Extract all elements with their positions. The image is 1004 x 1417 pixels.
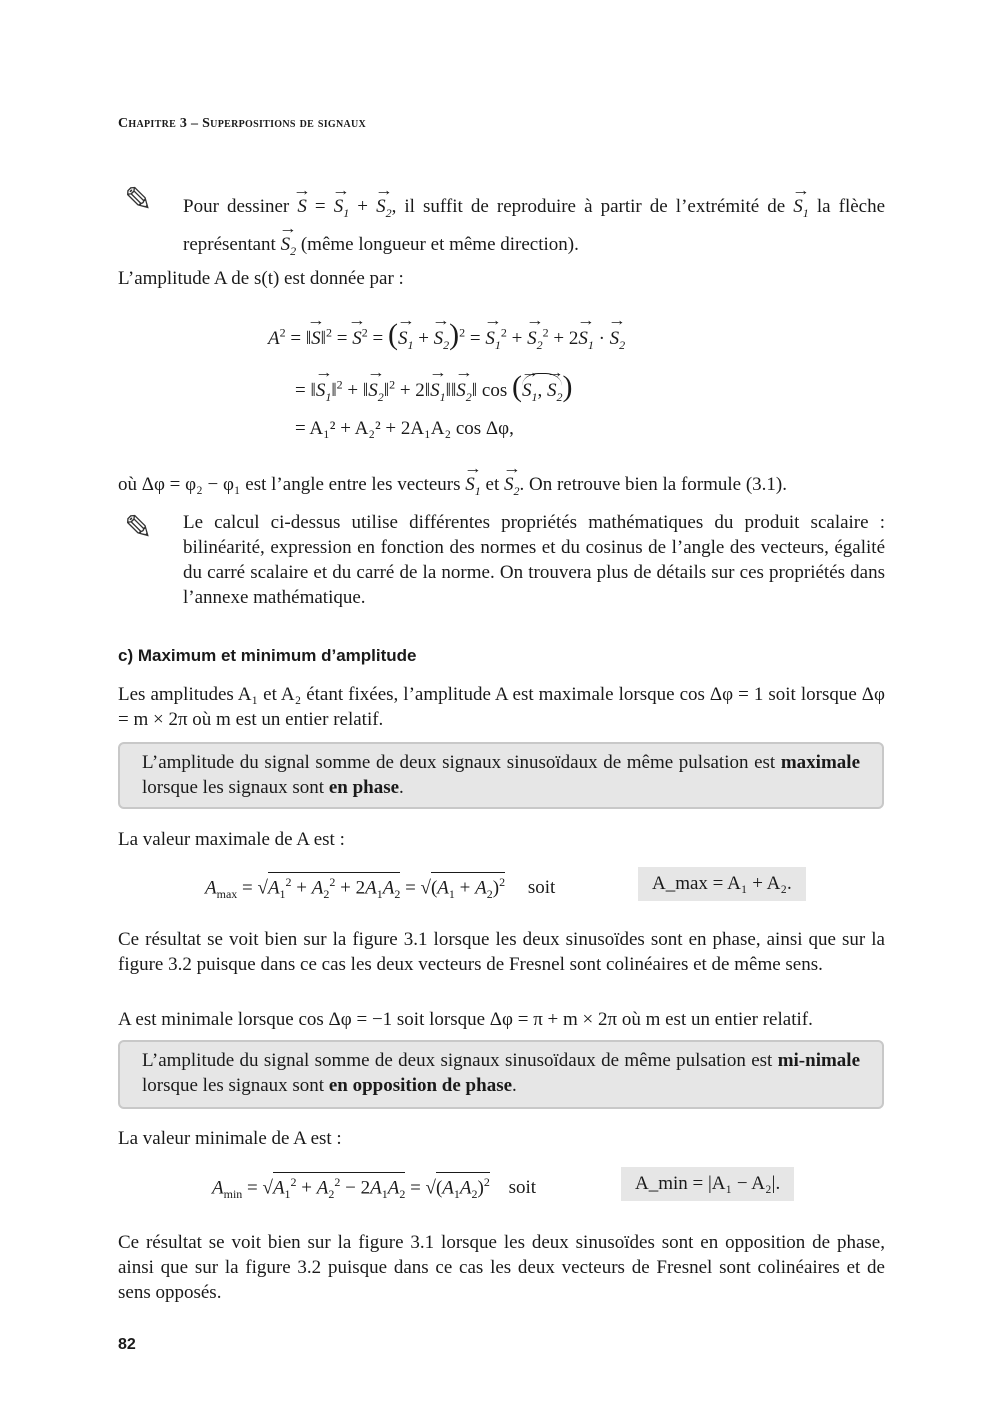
chapter-title: Superpositions de signaux	[202, 116, 367, 131]
running-header	[118, 116, 366, 132]
min-condition: A est minimale lorsque cos Δφ = −1 soit lorsque Δφ = π + m × 2π où m est un entier relatif.	[118, 1009, 813, 1030]
note-scalar-product: Le calcul ci-dessus utilise différentes propriétés mathématiques du produit scalaire : bilinéarité, expression en fonction des normes et du cosinus de l’angle des vecteurs, égalité du carré scalaire et du carré de la norme. On trouvera plus de détails sur ces propriétés dans l’annexe mathématique.	[183, 512, 885, 608]
max-formula: $A_{max} = √A_1^2 + A_2^2 + 2A_1A_2 = √(A_1 + A_2)^2$ soit	[205, 872, 555, 902]
angle-sentence: où Δφ = φ₂ − φ₁ est l’angle entre les vecteurs → $S_1$ et → $S_2$. On retrouve bien la formule (3.1).	[118, 466, 888, 504]
equation-line-1: $A^2$ = ‖→ S‖$^2$ = → $S^2$ = (→ $S_1$ + → $S_2)^2$ = → $S_1^2$ + → $S_2^2 + 2\to S_1$ · → $S_2$	[268, 318, 625, 353]
chapter-label: Chapitre 3 –	[118, 116, 199, 131]
pencil-icon: ✎	[124, 180, 153, 220]
max-condition: Les amplitudes A₁ et A₂ étant fixées, l’amplitude A est maximale lorsque cos Δφ = 1 soit lorsque Δφ = m × 2π où m est un entier relatif.	[118, 684, 885, 730]
page-number: 82	[118, 1336, 136, 1353]
max-comment: Ce résultat se voit bien sur la figure 3.1 lorsque les deux sinusoïdes sont en phase, ainsi que sur la figure 3.2 puisque dans ce cas les deux vecteurs de Fresnel sont colinéaires et de même sens.	[118, 929, 885, 975]
pencil-icon: ✎	[124, 508, 153, 548]
max-result: A_max = A₁ + A₂.	[638, 867, 806, 901]
min-formula: $A_{min} = √A_1^2 + A_2^2 - 2A_1A_2 = √(A_1A_2)^2$ soit	[212, 1172, 536, 1202]
subsection-title: c) Maximum et minimum d’amplitude	[118, 646, 417, 665]
max-value-intro: La valeur maximale de A est :	[118, 829, 345, 850]
amplitude-intro: L’amplitude A de s(t) est donnée par :	[118, 268, 404, 289]
min-comment: Ce résultat se voit bien sur la figure 3.1 lorsque les deux sinusoïdes sont en opposition de phase, ainsi que sur la figure 3.2 puisque dans ce cas les deux vecteurs de Fresnel sont colinéaires et de sens opposés.	[118, 1232, 885, 1303]
key-result-box-min: L’amplitude du signal somme de deux signaux sinusoïdaux de même pulsation est mi-nimale lorsque les signaux sont en opposition de phase.	[118, 1040, 884, 1109]
min-value-intro: La valeur minimale de A est :	[118, 1128, 342, 1149]
note-vector-drawing: Pour dessiner → S = → $S_1$ + → $S_2$, il suffit de reproduire à partir de l’extrémité de → $S_1$ la flèche représentant → $S_2$ (même longueur et même direction).	[183, 188, 885, 264]
min-result: A_min = |A₁ − A₂|.	[621, 1167, 794, 1201]
equation-line-2: = ‖→ $S_1‖^2$ + ‖→ $S_2‖^2$ + 2‖→ $S_1‖‖\to$ $S_2‖$ cos (→ $S_1$, → $S_2$)	[295, 370, 572, 405]
key-result-box-max: L’amplitude du signal somme de deux signaux sinusoïdaux de même pulsation est maximale lorsque les signaux sont en phase.	[118, 742, 884, 809]
equation-line-3: = A₁² + A₂² + 2A₁A₂ cos Δφ,	[295, 418, 514, 439]
